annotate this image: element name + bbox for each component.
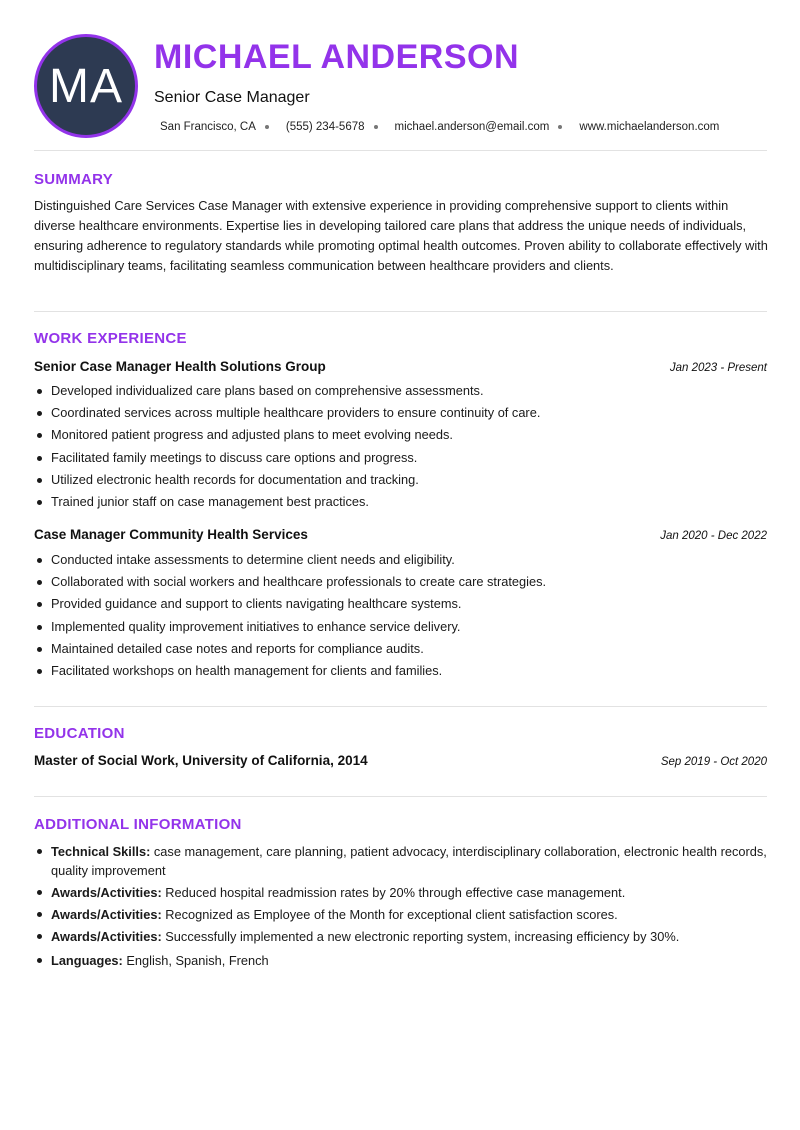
item-text: Recognized as Employee of the Month for exceptional client satisfaction scores. (161, 907, 618, 922)
contact-phone: (555) 234-5678 (285, 121, 365, 133)
item-label: Awards/Activities: (51, 885, 162, 900)
separator-dot-icon (558, 125, 562, 129)
list-item: Implemented quality improvement initiatives to enhance service delivery. (34, 616, 767, 638)
summary-text: Distinguished Care Services Case Manager with extensive experience in providing comprehensive support to clients within diverse healthcare environments. Expertise lies in developing tailored care plans that address the unique needs of individuals, ensuring adherence to regulatory standards while promoting optimal health outcomes. Proven ability to collaborate effectively with multidisciplinary teams, facilitating seamless communication between healthcare providers and clients. (34, 198, 768, 273)
job-role: Case Manager Community Health Services (34, 527, 308, 542)
list-item: Developed individualized care plans based on comprehensive assessments. (34, 380, 767, 402)
item-text: English, Spanish, French (122, 953, 269, 968)
job-title: Senior Case Manager (154, 89, 310, 106)
list-item (34, 927, 769, 946)
item-text: Successfully implemented a new electronic reporting system, increasing efficiency by 30%. (161, 929, 680, 944)
job-bullets (34, 380, 767, 513)
item-label: Technical Skills: (51, 844, 151, 859)
job-date: Jan 2020 - Dec 2022 (660, 530, 767, 542)
list-item: Utilized electronic health records for documentation and tracking. (34, 469, 767, 491)
list-item (34, 842, 769, 880)
list-item (34, 951, 769, 970)
list-item: Facilitated family meetings to discuss care options and progress. (34, 447, 767, 469)
job-bullets (34, 549, 767, 682)
item-label: Languages: (51, 953, 123, 968)
additional-list (34, 842, 769, 973)
section-divider (34, 150, 767, 151)
section-divider (34, 796, 767, 797)
item-label: Awards/Activities: (51, 907, 162, 922)
list-item: Monitored patient progress and adjusted plans to meet evolving needs. (34, 424, 767, 446)
avatar (34, 34, 138, 138)
list-item: Facilitated workshops on health management for clients and families. (34, 660, 767, 682)
separator-dot-icon (265, 125, 269, 129)
section-divider (34, 311, 767, 312)
list-item: Conducted intake assessments to determine client needs and eligibility. (34, 549, 767, 571)
list-item: Trained junior staff on case management best practices. (34, 491, 767, 513)
contact-email[interactable]: michael.anderson@email.com (394, 121, 550, 133)
list-item (34, 883, 769, 902)
education-degree: Master of Social Work, University of California, 2014 (34, 753, 368, 768)
list-item: Collaborated with social workers and healthcare professionals to create care strategies. (34, 571, 767, 593)
candidate-name: MICHAEL ANDERSON (154, 38, 520, 76)
job-role: Senior Case Manager Health Solutions Group (34, 359, 326, 374)
avatar-initials: MA (49, 59, 123, 113)
education-date: Sep 2019 - Oct 2020 (660, 756, 767, 768)
education-heading: EDUCATION (34, 725, 125, 742)
contact-line (160, 121, 719, 133)
additional-heading: ADDITIONAL INFORMATION (34, 816, 242, 833)
contact-website[interactable]: www.michaelanderson.com (579, 121, 720, 133)
resume-header (0, 0, 800, 150)
item-text: Reduced hospital readmission rates by 20% through effective case management. (161, 885, 626, 900)
contact-location: San Francisco, CA (160, 121, 256, 133)
item-label: Awards/Activities: (51, 929, 162, 944)
job-date: Jan 2023 - Present (669, 362, 767, 374)
job-header (34, 359, 767, 374)
list-item: Maintained detailed case notes and reports for compliance audits. (34, 638, 767, 660)
education-entry (34, 753, 767, 768)
list-item: Provided guidance and support to clients navigating healthcare systems. (34, 593, 767, 615)
list-item: Coordinated services across multiple healthcare providers to ensure continuity of care. (34, 402, 767, 424)
summary-heading: SUMMARY (34, 171, 114, 188)
job-header (34, 527, 767, 542)
section-divider (34, 706, 767, 707)
experience-heading: WORK EXPERIENCE (34, 330, 187, 347)
list-item (34, 905, 769, 924)
separator-dot-icon (374, 125, 378, 129)
item-text: case management, care planning, patient advocacy, interdisciplinary collaboration, electronic health records, quality improvement (51, 844, 767, 878)
